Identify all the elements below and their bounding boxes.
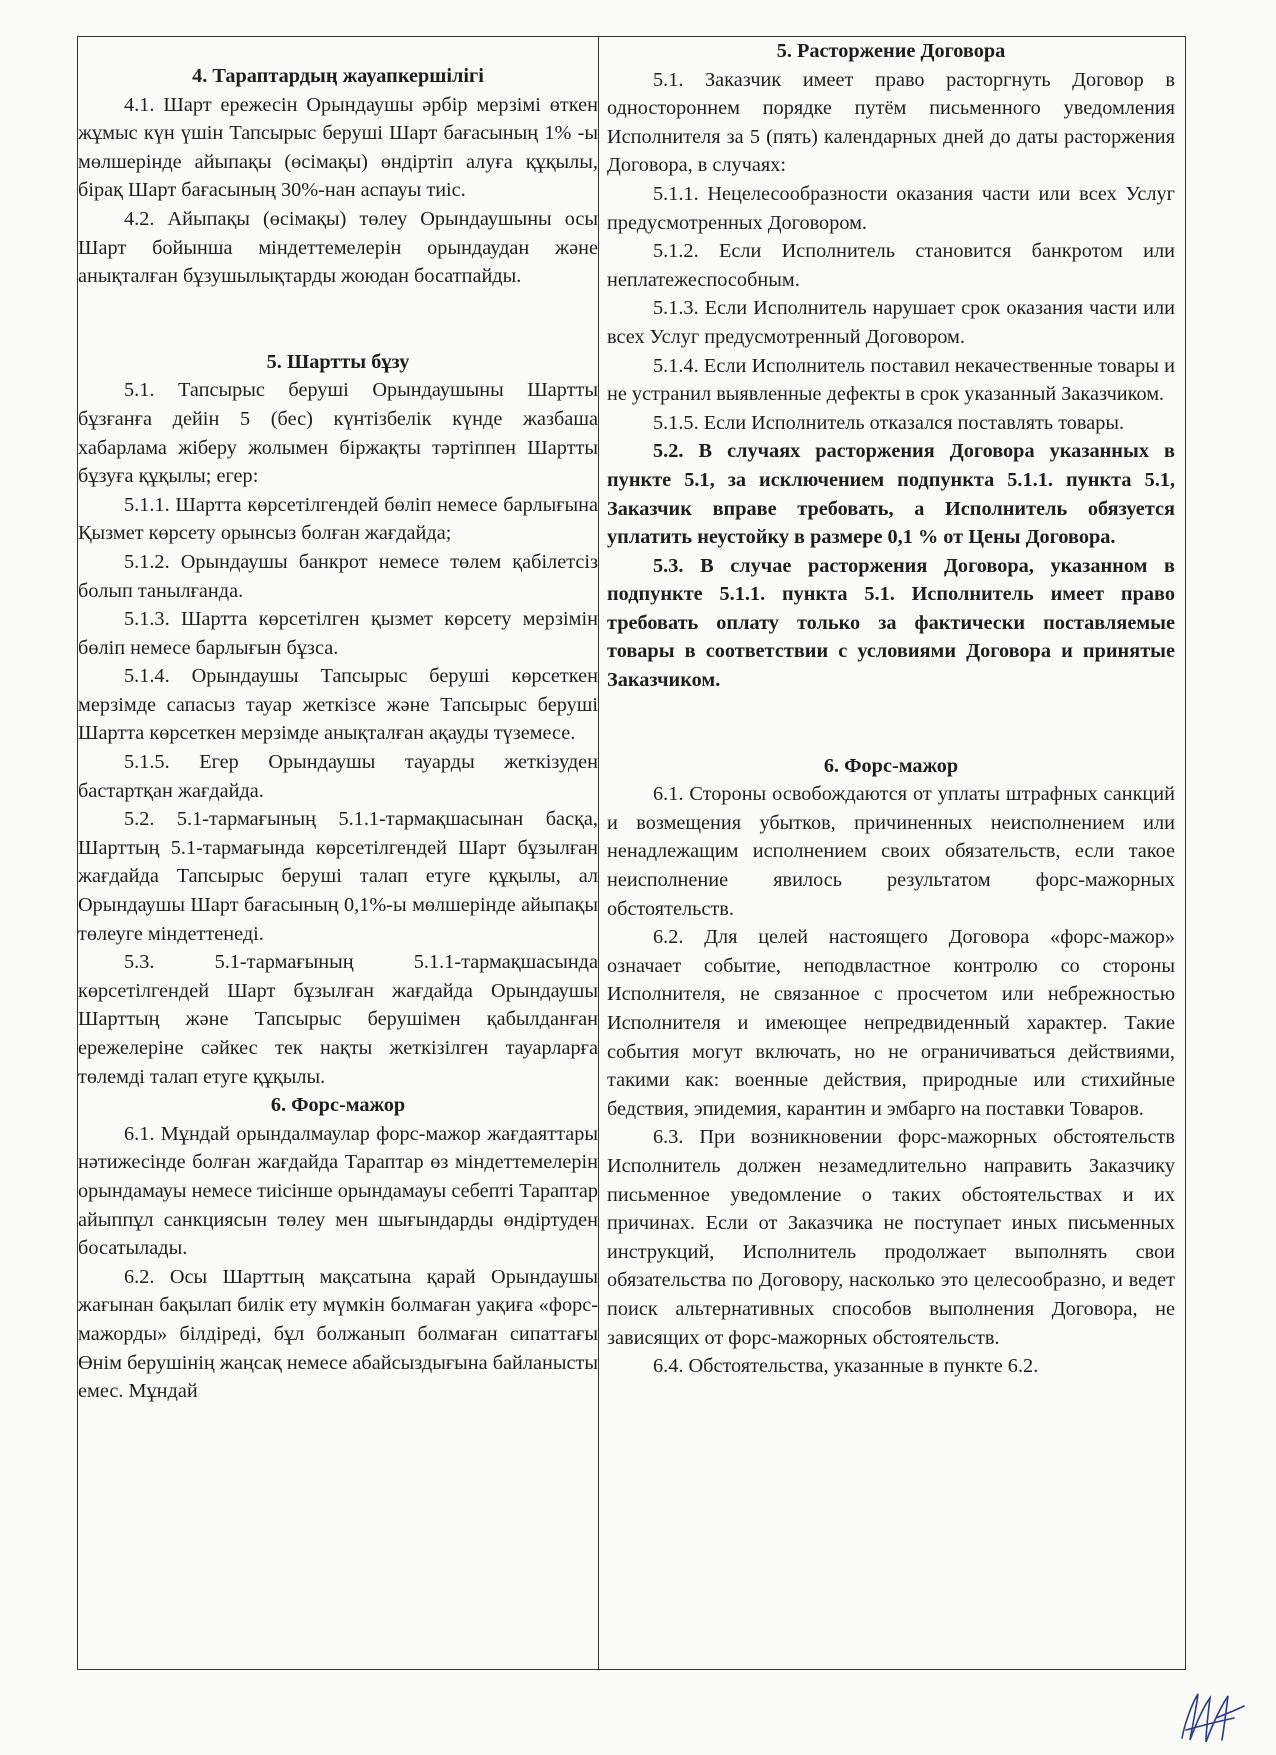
signature-initials <box>1176 1688 1248 1746</box>
clause-5-1-3-kz: 5.1.3. Шартта көрсетілген қызмет көрсету мерзімін бөліп немесе барлығын бұзса. <box>78 608 598 659</box>
signature-stroke <box>1182 1694 1244 1742</box>
clause-5-1-kz: 5.1. Тапсырыс беруші Орындаушыны Шартты бұзғанға дейін 5 (бес) күнтізбелік күнде жазбаша хабарлама жіберу жолымен біржақты тәртіппен Шартты бұзуға құқылы; егер: <box>78 379 598 488</box>
clause-5-3-kz: 5.3. 5.1-тармағының 5.1.1-тармақшасында көрсетілгендей Шарт бұзылған жағдайда Орындаушы Шарттың және Тапсырыс берушімен қабылданған ережелеріне сәйкес тек нақты жеткізілген тауарларға төлемді талап етуге құқылы. <box>78 951 598 1088</box>
clause-5-2-ru: 5.2. В случаях расторжения Договора указанных в пункте 5.1, за исключением подпункта 5.1.1. пункта 5.1, Заказчик вправе требовать, а Исполнитель обязуется уплатить неустойку в размере 0,1 % от Цены Договора. <box>607 440 1175 549</box>
clause-5-1-1-ru: 5.1.1. Нецелесообразности оказания части или всех Услуг предусмотренных Договором. <box>607 182 1175 234</box>
section-6-title-ru: 6. Форс-мажор <box>823 754 959 777</box>
column-divider <box>598 36 599 1670</box>
clause-6-3-ru: 6.3. При возникновении форс-мажорных обстоятельств Исполнитель должен незамедлительно направить Заказчику письменное уведомление о таких обстоятельствах и их причинах. Если от Заказчика не поступает иных письменных инструкций, Исполнитель продолжает выполнять свои обязательства по Договору, насколько это целесообразно, и ведет поиск альтернативных способов выполнения Договора, не зависящих от форс-мажорных обстоятельств. <box>607 1126 1175 1349</box>
clause-4-1-kz: 4.1. Шарт ережесін Орындаушы әрбір мерзімі өткен жұмыс күн үшін Тапсырыс беруші Шарт бағасының 1% -ы мөлшерінде айыпақы (өсімақы) өндіртіп алуға құқылы, бірақ Шарт бағасының 30%-нан аспауы тиіс. <box>78 93 598 202</box>
clause-5-1-ru: 5.1. Заказчик имеет право расторгнуть Договор в одностороннем порядке путём письменного уведомления Исполнителя за 5 (пять) календарных дней до даты расторжения Договора, в случаях: <box>607 68 1175 177</box>
spacer <box>78 291 598 348</box>
clause-5-1-4-ru: 5.1.4. Если Исполнитель поставил некачественные товары и не устранил выявленные дефекты в срок указанный Заказчиком. <box>607 354 1175 406</box>
spacer <box>607 695 1175 752</box>
russian-column <box>601 37 1185 1381</box>
clause-5-1-5-kz: 5.1.5. Егер Орындаушы тауарды жеткізуден бастартқан жағдайда. <box>78 751 598 802</box>
contract-table-frame <box>77 36 1186 1670</box>
clause-5-3-ru: 5.3. В случае расторжения Договора, указанном в подпункте 5.1.1. пункта 5.1. Исполнитель имеет право требовать оплату только за фактически поставляемые товары в соответствии с условиями Договора и принятые Заказчиком. <box>607 554 1175 692</box>
clause-5-2-kz: 5.2. 5.1-тармағының 5.1.1-тармақшасынан басқа, Шарттың 5.1-тармағында көрсетілгендей Шарт бұзылған жағдайда Тапсырыс беруші талап етуге құқылы, ал Орындаушы Шарт бағасының 0,1%-ы мөлшерінде айыпақы төлеуге міндеттенеді. <box>78 808 598 945</box>
clause-5-1-3-ru: 5.1.3. Если Исполнитель нарушает срок оказания части или всех Услуг предусмотренный Договором. <box>607 297 1175 348</box>
clause-5-1-4-kz: 5.1.4. Орындаушы Тапсырыс беруші көрсеткен мерзімде сапасыз тауар жеткізсе және Тапсырыс беруші Шартта көрсеткен мерзімде анықталған ақауды түземесе. <box>78 665 598 745</box>
section-6-title-kz: 6. Форс-мажор <box>270 1094 406 1117</box>
clause-5-1-2-kz: 5.1.2. Орындаушы банкрот немесе төлем қабілетсіз болып танылғанда. <box>78 550 598 602</box>
clause-6-2-ru: 6.2. Для целей настоящего Договора «форс-мажор» означает событие, неподвластное контролю со стороны Исполнителя, не связанное с просчетом или небрежностью Исполнителя и имеющее непредвиденный характер. Такие события могут включать, но не ограничиваться действиями, такими как: военные действия, природные или стихийные бедствия, эпидемия, карантин и эмбарго на поставки Товаров. <box>607 926 1175 1120</box>
clause-6-1-kz: 6.1. Мұндай орындалмаулар форс-мажор жағдаяттары нәтижесінде болған жағдайда Тараптар өз міндеттемелерін орындамауы немесе тиісінше орындамауы себепті Тараптар айыппұл санкциясын төлеу мен шығындарды өндіртуден босатылады. <box>78 1122 598 1260</box>
clause-6-1-ru: 6.1. Стороны освобождаются от уплаты штрафных санкций и возмещения убытков, причиненных неисполнением или ненадлежащим исполнением своих обязательств, если такое неисполнение явилось результатом форс-мажорных обстоятельств. <box>607 783 1175 920</box>
section-5-title-kz: 5. Шартты бұзу <box>266 350 410 373</box>
kazakh-column <box>78 37 598 1406</box>
clause-5-1-5-ru: 5.1.5. Если Исполнитель отказался поставлять товары. <box>653 411 1125 434</box>
clause-4-2-kz: 4.2. Айыпақы (өсімақы) төлеу Орындаушыны осы Шарт бойынша міндеттемелерін орындаудан және анықталған бұзушылықтарды жоюдан босатпайды. <box>78 207 598 288</box>
section-4-title-kz: 4. Тараптардың жауапкершілігі <box>192 65 484 87</box>
section-5-title-ru: 5. Расторжение Договора <box>776 40 1006 62</box>
clause-5-1-2-ru: 5.1.2. Если Исполнитель становится банкротом или неплатежеспособным. <box>607 240 1175 291</box>
clause-5-1-1-kz: 5.1.1. Шартта көрсетілгендей бөліп немесе барлығына Қызмет көрсету орынсыз болған жағдайда; <box>78 493 598 545</box>
clause-6-4-ru: 6.4. Обстоятельства, указанные в пункте 6.2. <box>653 1355 1039 1378</box>
clause-6-2-kz: 6.2. Осы Шарттың мақсатына қарай Орындаушы жағынан бақылап билік ету мүмкін болмаған уақиға «форс-мажорды» білдіреді, бұл болжанып болмаған сипаттағы Өнім берушінің жаңсақ немесе абайсыздығына байланысты емес. Мұндай <box>78 1265 598 1403</box>
